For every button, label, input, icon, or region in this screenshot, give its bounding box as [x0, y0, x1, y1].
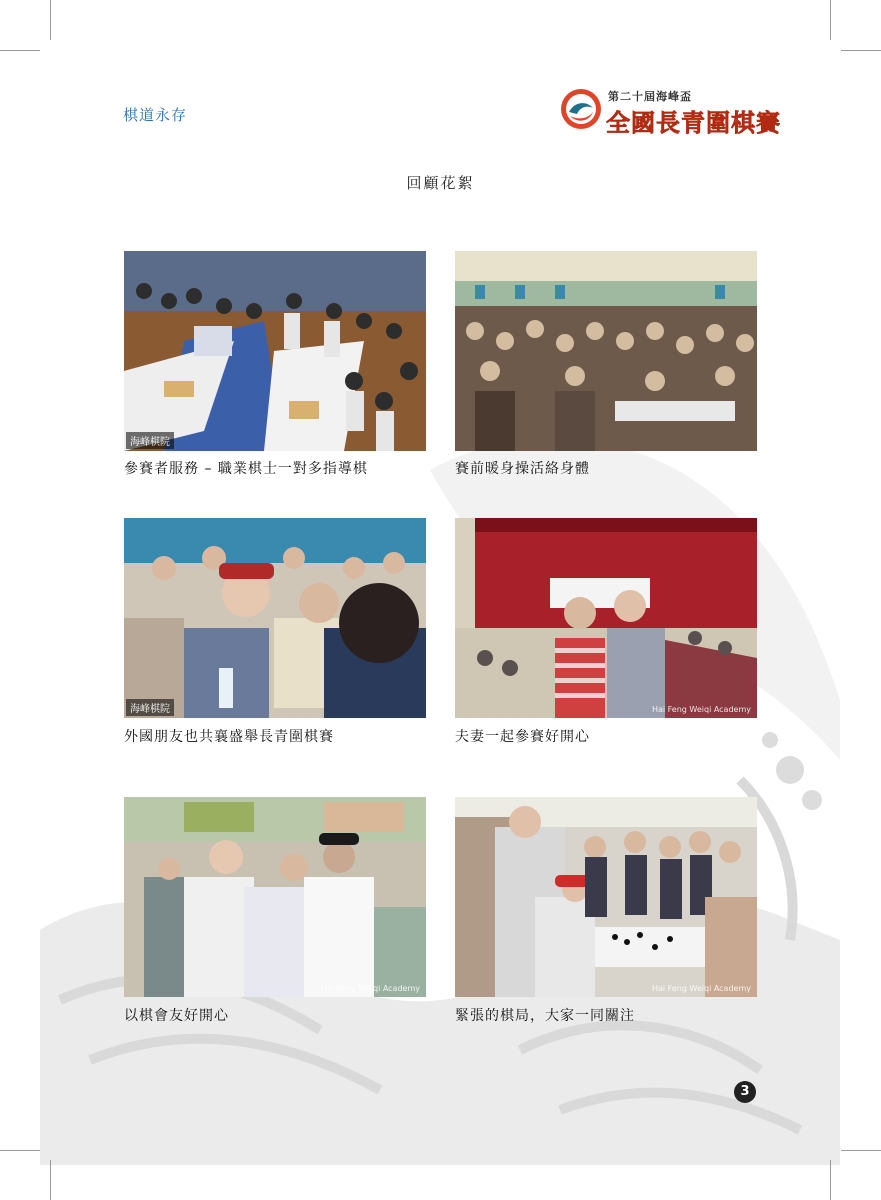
photo-stamp: 海峰棋院 [126, 699, 174, 716]
photo-image [455, 251, 757, 451]
photo-warmup-exercise [455, 251, 757, 451]
photo-image [455, 797, 757, 997]
tournament-emblem-icon [560, 88, 602, 130]
crop-mark [50, 0, 51, 40]
crop-mark [50, 1160, 51, 1200]
photo-tense-game [455, 797, 757, 997]
photo-foreign-friends [124, 518, 426, 718]
photo-caption: 賽前暖身操活絡身體 [455, 461, 590, 477]
photo-stamp: 海峰棋院 [126, 432, 174, 449]
section-title: 回顧花絮 [406, 174, 475, 192]
crop-mark [841, 50, 881, 51]
photo-watermark: Hai Feng Weiqi Academy [651, 984, 751, 993]
crop-mark [841, 1150, 881, 1151]
photo-image [455, 518, 757, 718]
crop-mark [830, 0, 831, 40]
tournament-logo [560, 88, 800, 136]
photo-teaching-game [124, 251, 426, 451]
photo-image [124, 251, 426, 451]
crop-mark [0, 50, 40, 51]
photo-caption: 夫妻一起參賽好開心 [455, 729, 590, 745]
photo-friends-handshake [124, 797, 426, 997]
photo-image [124, 797, 426, 997]
photo-caption: 外國朋友也共襄盛舉長青圍棋賽 [124, 729, 334, 745]
page-number: 3 [734, 1081, 756, 1103]
photo-watermark: Hai Feng Weiqi Academy [320, 984, 420, 993]
running-header-text: 棋道永存 [123, 106, 188, 124]
crop-mark [830, 1160, 831, 1200]
photo-caption: 以棋會友好開心 [124, 1008, 229, 1024]
logo-title: 全國長青圍棋賽 [606, 109, 781, 137]
photo-caption: 緊張的棋局，大家一同關注 [455, 1008, 635, 1024]
photo-watermark: Hai Feng Weiqi Academy [651, 705, 751, 714]
crop-mark [0, 1150, 40, 1151]
photo-caption: 參賽者服務 – 職業棋士一對多指導棋 [124, 461, 368, 477]
logo-subtitle: 第二十屆海峰盃 [608, 90, 692, 103]
photo-couple [455, 518, 757, 718]
photo-image [124, 518, 426, 718]
